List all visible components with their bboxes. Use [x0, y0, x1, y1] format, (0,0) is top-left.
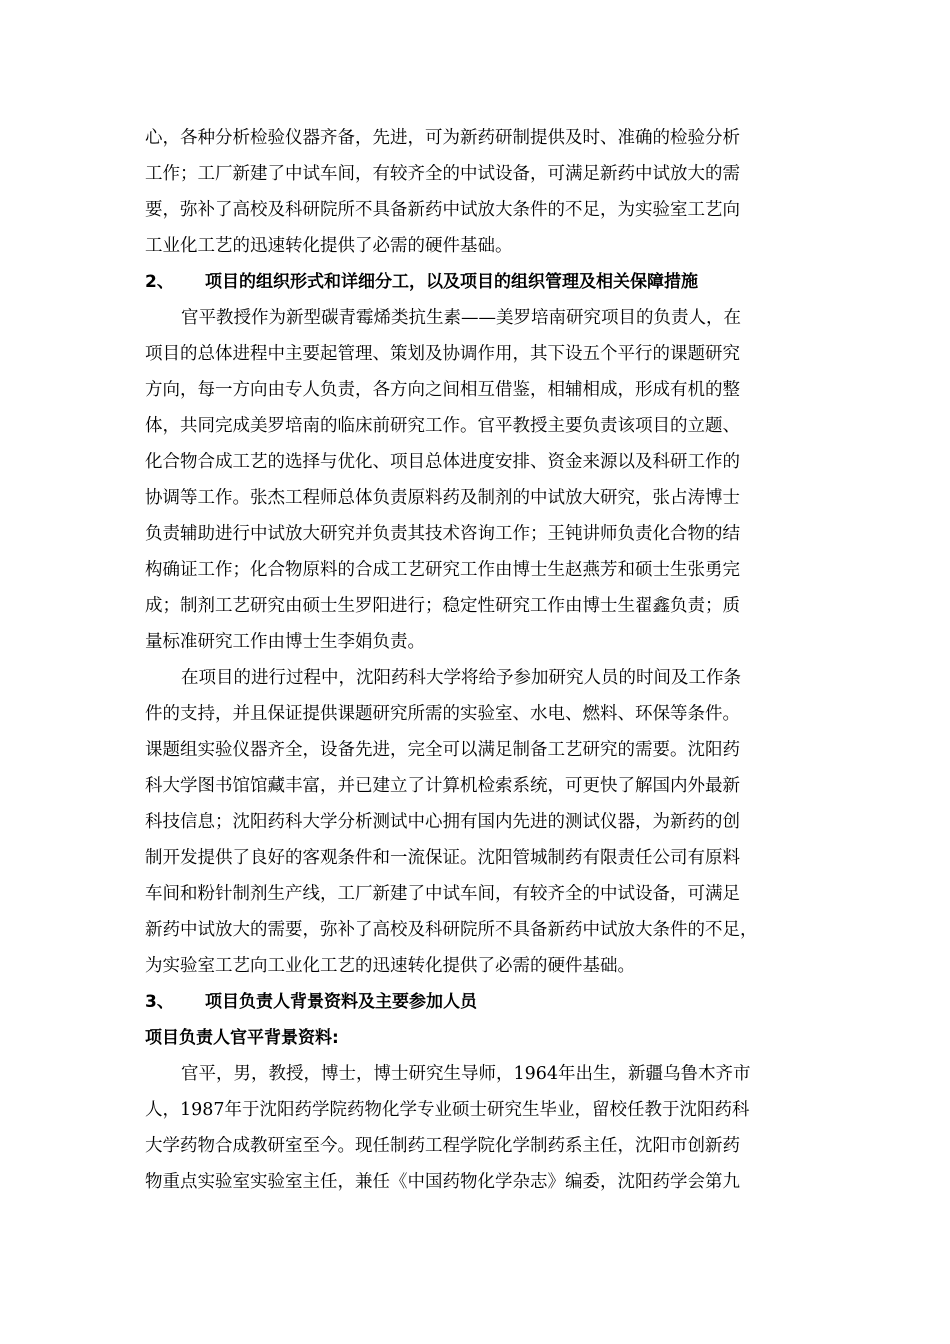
paragraph-line: 量标准研究工作由博士生李娟负责。 — [145, 632, 425, 652]
paragraph-line: 协调等工作。张杰工程师总体负责原料药及制剂的中试放大研究，张占涛博士 — [145, 488, 740, 508]
paragraph-line: 在项目的进行过程中，沈阳药科大学将给予参加研究人员的时间及工作条 — [181, 668, 741, 688]
section-heading-3 — [145, 990, 825, 1014]
paragraph-line: 工作；工厂新建了中试车间，有较齐全的中试设备，可满足新药中试放大的需 — [145, 164, 740, 184]
paragraph-line: 工业化工艺的迅速转化提供了必需的硬件基础。 — [145, 236, 513, 256]
paragraph-line: 课题组实验仪器齐全，设备先进，完全可以满足制备工艺研究的需要。沈阳药 — [145, 740, 740, 760]
paragraph-line: 为实验室工艺向工业化工艺的迅速转化提供了必需的硬件基础。 — [145, 956, 635, 976]
paragraph-line: 大学药物合成教研室至今。现任制药工程学院化学制药系主任，沈阳市创新药 — [145, 1136, 740, 1156]
paragraph-line: 成；制剂工艺研究由硕士生罗阳进行；稳定性研究工作由博士生翟鑫负责；质 — [145, 596, 740, 616]
paragraph-line: 科大学图书馆馆藏丰富，并已建立了计算机检索系统，可更快了解国内外最新 — [145, 776, 740, 796]
paragraph-line: 构确证工作；化合物原料的合成工艺研究工作由博士生赵燕芳和硕士生张勇完 — [145, 560, 740, 580]
section-title: 项目负责人背景资料及主要参加人员 — [205, 992, 477, 1012]
section-heading-2 — [145, 270, 825, 294]
paragraph-line: 官平，男，教授，博士，博士研究生导师，1964年出生，新疆乌鲁木齐市 — [181, 1064, 751, 1084]
paragraph-line: 人，1987年于沈阳药学院药物化学专业硕士研究生毕业，留校任教于沈阳药科 — [145, 1100, 750, 1120]
paragraph-line: 件的支持，并且保证提供课题研究所需的实验室、水电、燃料、环保等条件。 — [145, 704, 740, 724]
paragraph-line: 物重点实验室实验室主任，兼任《中国药物化学杂志》编委，沈阳药学会第九 — [145, 1172, 740, 1192]
paragraph-line: 方向，每一方向由专人负责，各方向之间相互借鉴，相辅相成，形成有机的整 — [145, 380, 740, 400]
paragraph-line: 车间和粉针制剂生产线，工厂新建了中试车间，有较齐全的中试设备，可满足 — [145, 884, 740, 904]
paragraph-line: 体，共同完成美罗培南的临床前研究工作。官平教授主要负责该项目的立题、 — [145, 416, 740, 436]
paragraph-line: 科技信息；沈阳药科大学分析测试中心拥有国内先进的测试仪器，为新药的创 — [145, 812, 740, 832]
section-number: 2、 — [145, 272, 174, 292]
subheading: 项目负责人官平背景资料: — [145, 1028, 339, 1048]
paragraph-line: 化合物合成工艺的选择与优化、项目总体进度安排、资金来源以及科研工作的 — [145, 452, 740, 472]
section-number: 3、 — [145, 992, 174, 1012]
paragraph-line: 官平教授作为新型碳青霉烯类抗生素——美罗培南研究项目的负责人，在 — [181, 308, 741, 328]
paragraph-line: 新药中试放大的需要，弥补了高校及科研院所不具备新药中试放大条件的不足， — [145, 920, 758, 940]
paragraph-line: 心，各种分析检验仪器齐备，先进，可为新药研制提供及时、准确的检验分析 — [145, 128, 740, 148]
section-title: 项目的组织形式和详细分工，以及项目的组织管理及相关保障措施 — [205, 272, 698, 292]
paragraph-line: 制开发提供了良好的客观条件和一流保证。沈阳管城制药有限责任公司有原料 — [145, 848, 740, 868]
paragraph-line: 负责辅助进行中试放大研究并负责其技术咨询工作；王钝讲师负责化合物的结 — [145, 524, 740, 544]
paragraph-line: 项目的总体进程中主要起管理、策划及协调作用，其下设五个平行的课题研究 — [145, 344, 740, 364]
paragraph-line: 要，弥补了高校及科研院所不具备新药中试放大条件的不足，为实验室工艺向 — [145, 200, 740, 220]
